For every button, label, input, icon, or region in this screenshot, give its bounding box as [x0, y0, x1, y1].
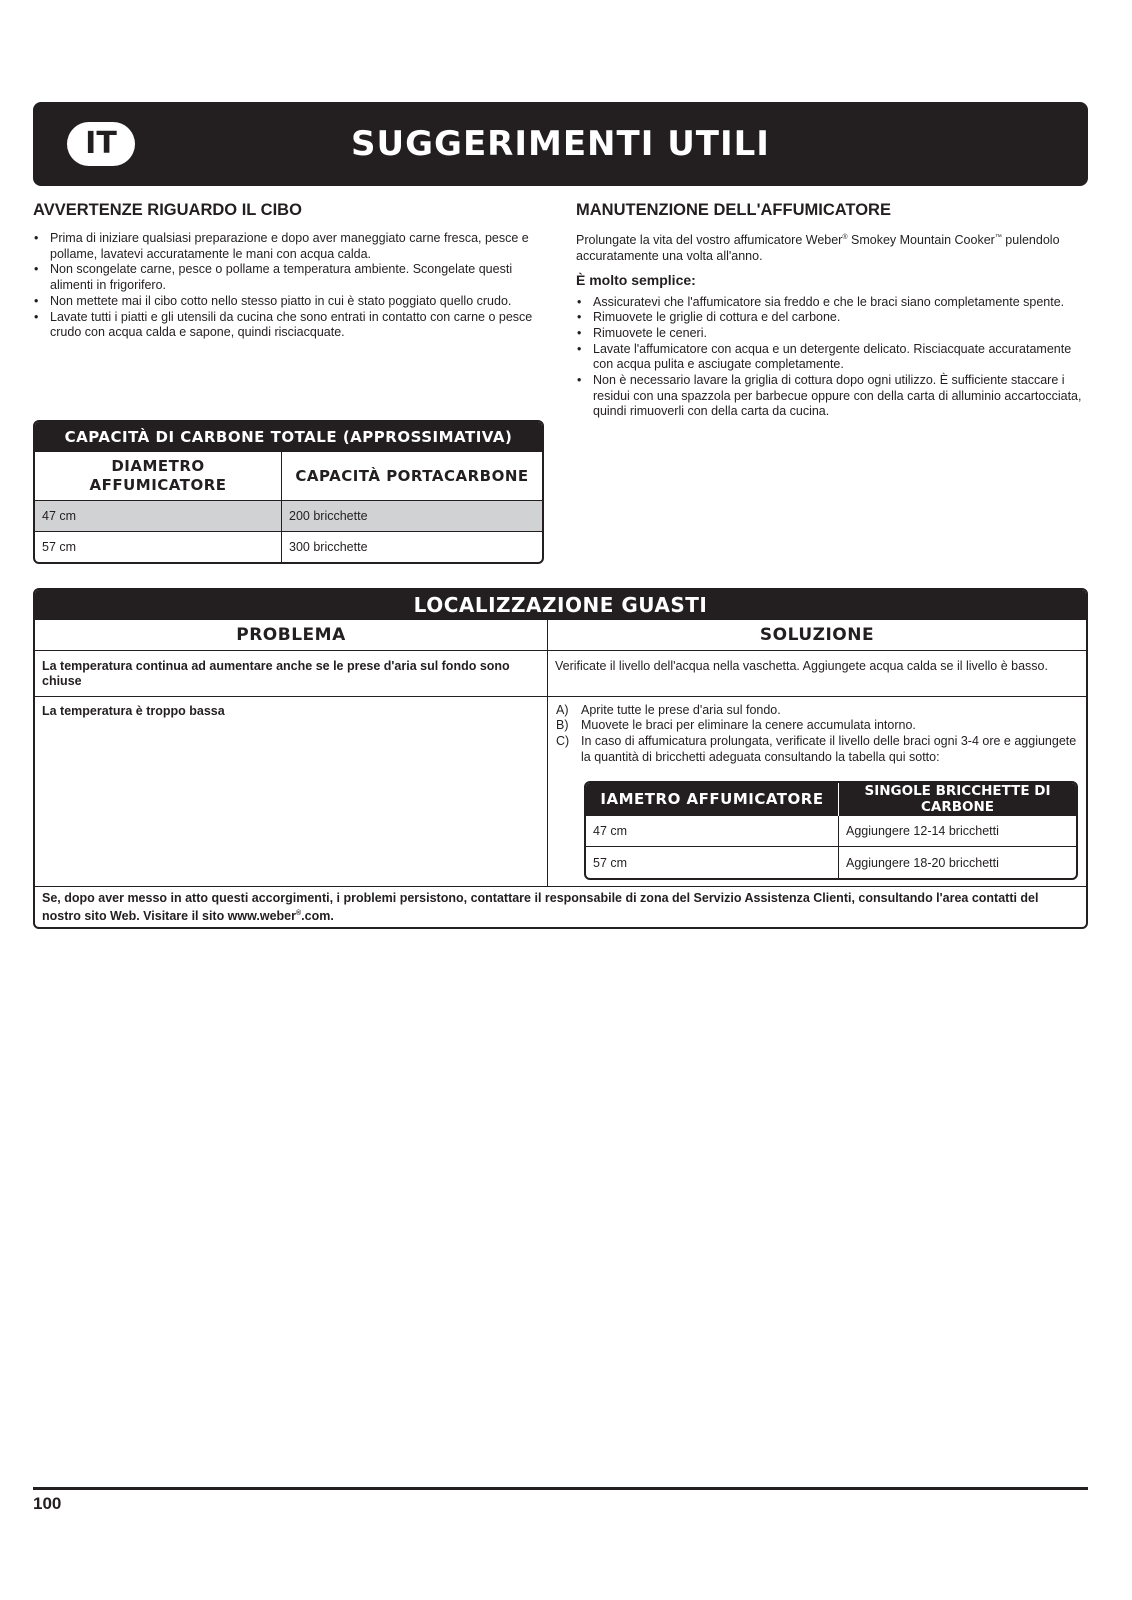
intro-text: Smokey Mountain Cooker	[847, 233, 995, 248]
maintenance-section	[576, 201, 1088, 420]
step-text: Aprite tutte le prese d'aria sul fondo.	[581, 702, 781, 717]
troubleshooting-title: LOCALIZZAZIONE GUASTI	[35, 590, 1086, 620]
problem-cell: La temperatura è troppo bassa	[35, 696, 548, 886]
troubleshooting-grid	[35, 620, 1086, 927]
page-number: 100	[33, 1494, 62, 1513]
language-badge: IT	[67, 122, 135, 166]
footer-divider	[33, 1487, 1088, 1490]
briquette-grid	[586, 783, 1076, 878]
table-row	[35, 696, 1086, 886]
capacity-table	[33, 420, 544, 564]
food-safety-title: AVVERTENZE RIGUARDO IL CIBO	[33, 201, 302, 219]
step-text: Muovete le braci per eliminare la cenere accumulata intorno.	[581, 718, 916, 733]
support-text: Se, dopo aver messo in atto questi accorgimenti, i problemi persistono, contattare il responsabile di zona del Servizio Assistenza Clienti, consultando l'area contatti del nostro sito Web. Visitare il sito www.weber	[42, 891, 1039, 924]
solution-steps	[556, 703, 1078, 766]
column-header-problem: PROBLEMA	[35, 620, 548, 650]
table-header-row	[586, 783, 1076, 816]
column-header-capacity: CAPACITÀ PORTACARBONE	[282, 452, 543, 500]
header-banner	[33, 102, 1088, 186]
list-item: • Non mettete mai il cibo cotto nello stesso piatto in cui è stato poggiato quello crudo.	[33, 294, 543, 310]
table-row	[35, 531, 542, 562]
list-item	[556, 734, 1078, 765]
cell-amount: Aggiungere 12-14 bricchetti	[839, 816, 1077, 847]
maintenance-subtitle: È molto semplice:	[576, 271, 696, 288]
intro-text: pulendolo accuratamente una volta all'anno.	[576, 233, 1060, 263]
table-row	[35, 500, 542, 531]
step-text: In caso di affumicatura prolungata, verificate il livello delle braci ogni 3-4 ore e aggiungete la quantità di bricchetti adeguata consultando la tabella qui sotto:	[581, 733, 1077, 764]
table-row	[586, 816, 1076, 847]
table-header-row	[35, 620, 1086, 650]
column-header-solution: SOLUZIONE	[548, 620, 1087, 650]
cell-capacity: 200 bricchette	[282, 500, 543, 531]
table-header-row	[35, 452, 542, 500]
page-title: SUGGERIMENTI UTILI	[351, 124, 770, 164]
step-letter: A)	[556, 702, 569, 717]
table-row	[35, 650, 1086, 696]
column-header-briquettes: SINGOLE BRICCHETTE DI CARBONE	[864, 783, 1051, 816]
capacity-table-title: CAPACITÀ DI CARBONE TOTALE (APPROSSIMATIVA)	[35, 422, 542, 452]
cell-amount: Aggiungere 18-20 bricchetti	[839, 847, 1077, 878]
column-header-diameter: DIAMETRO AFFUMICATORE	[35, 452, 282, 500]
support-note	[35, 886, 1086, 927]
list-item: • Assicuratevi che l'affumicatore sia freddo e che le braci siano completamente spente.	[576, 295, 1088, 311]
table-row	[586, 847, 1076, 878]
list-item: • Lavate tutti i piatti e gli utensili da cucina che sono entrati in contatto con carne o pesce crudo con acqua calda e sapone, quindi risciacquate.	[33, 310, 543, 341]
list-item: • Prima di iniziare qualsiasi preparazione e dopo aver maneggiato carne fresca, pesce e pollame, lavatevi accuratamente le mani con acqua calda.	[33, 231, 543, 262]
support-text: .com.	[301, 909, 334, 924]
maintenance-title: MANUTENZIONE DELL'AFFUMICATORE	[576, 201, 891, 219]
step-letter: C)	[556, 733, 570, 748]
list-item: • Rimuovete le ceneri.	[576, 326, 1088, 342]
intro-text: Prolungate la vita del vostro affumicatore Weber	[576, 233, 843, 248]
step-letter: B)	[556, 718, 569, 733]
registered-mark: ®	[296, 910, 302, 918]
food-safety-list	[33, 231, 543, 341]
capacity-table-grid	[35, 452, 542, 562]
list-item: • Rimuovete le griglie di cottura e del carbone.	[576, 310, 1088, 326]
list-item: • Non è necessario lavare la griglia di cottura dopo ogni utilizzo. È sufficiente staccare i residui con una spazzola per barbecue oppure con della carta di alluminio accartocciata, quindi rimuoverli con della carta da cucina.	[576, 373, 1088, 420]
column-header-diameter: IAMETRO AFFUMICATORE	[586, 783, 839, 816]
solution-cell: Verificate il livello dell'acqua nella vaschetta. Aggiungete acqua calda se il livello è basso.	[548, 650, 1087, 696]
registered-mark: ®	[842, 234, 848, 241]
list-item	[556, 703, 1078, 719]
cell-diameter: 57 cm	[586, 847, 839, 878]
troubleshooting-table	[33, 588, 1088, 929]
solution-cell	[548, 696, 1087, 886]
cell-diameter: 47 cm	[35, 500, 282, 531]
cell-diameter: 47 cm	[586, 816, 839, 847]
list-item: • Non scongelate carne, pesce o pollame a temperatura ambiente. Scongelate questi alimenti in frigorifero.	[33, 262, 543, 293]
maintenance-list	[576, 295, 1088, 421]
trademark-mark: ™	[994, 234, 1002, 241]
food-safety-section	[33, 201, 543, 341]
maintenance-intro	[576, 230, 1088, 265]
problem-cell: La temperatura continua ad aumentare anche se le prese d'aria sul fondo sono chiuse	[35, 650, 548, 696]
cell-capacity: 300 bricchette	[282, 531, 543, 562]
table-row	[35, 886, 1086, 927]
list-item	[556, 718, 1078, 734]
cell-diameter: 57 cm	[35, 531, 282, 562]
list-item: • Lavate l'affumicatore con acqua e un detergente delicato. Risciacquate accuratamente con acqua pulita e asciugate completamente.	[576, 342, 1088, 373]
briquette-subtable	[584, 781, 1078, 880]
